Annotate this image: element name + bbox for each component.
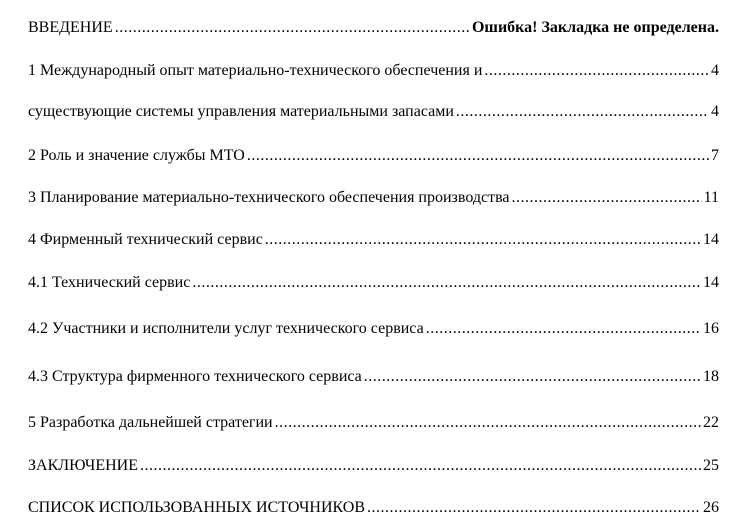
toc-page-number: 22 xyxy=(703,414,719,431)
toc-leader-dots xyxy=(426,318,701,340)
toc-page-number: 16 xyxy=(703,320,719,337)
toc-entry-title: 4.1 Технический сервис xyxy=(28,274,191,291)
toc-leader-dots xyxy=(364,366,701,388)
toc-leader-dots xyxy=(192,272,701,294)
toc-entry-title: СПИСОК ИСПОЛЬЗОВАННЫХ ИСТОЧНИКОВ xyxy=(28,499,366,516)
toc-entry-chapter-1[interactable] xyxy=(28,60,719,82)
toc-entry-title: ЗАКЛЮЧЕНИЕ xyxy=(28,457,138,474)
toc-entry-title: 4.2 Участники и исполнители услуг технического сервиса xyxy=(28,320,424,337)
toc-entry-section-4-1[interactable] xyxy=(28,272,719,294)
toc-entry-introduction[interactable] xyxy=(28,17,719,39)
toc-entry-chapter-5[interactable] xyxy=(28,412,719,434)
toc-entry-chapter-1-cont[interactable] xyxy=(28,101,719,123)
toc-leader-dots xyxy=(275,412,701,434)
toc-entry-chapter-4[interactable] xyxy=(28,229,719,251)
toc-error-message: Ошибка! Закладка не определена. xyxy=(471,19,719,36)
toc-entry-title: 5 Разработка дальнейшей стратегии xyxy=(28,414,273,431)
toc-leader-dots xyxy=(247,145,709,167)
toc-entry-title: 4 Фирменный технический сервис xyxy=(28,231,263,248)
toc-page-number: 25 xyxy=(703,457,719,474)
toc-entry-chapter-3[interactable] xyxy=(28,187,719,209)
toc-page-number: 4 xyxy=(711,103,719,120)
toc-leader-dots xyxy=(265,229,701,251)
toc-entry-section-4-3[interactable] xyxy=(28,366,719,388)
toc-entry-title: ВВЕДЕНИЕ xyxy=(28,19,113,36)
toc-leader-dots xyxy=(367,497,701,519)
toc-page-number: 14 xyxy=(703,231,719,248)
toc-page-number: 26 xyxy=(703,499,719,516)
toc-leader-dots xyxy=(140,455,701,477)
toc-page-number: 11 xyxy=(703,189,719,206)
toc-leader-dots xyxy=(456,101,709,123)
toc-leader-dots xyxy=(512,187,702,209)
toc-entry-title: 3 Планирование материально-технического обеспечения производства xyxy=(28,189,510,206)
toc-leader-dots xyxy=(115,17,470,39)
toc-page-number: 18 xyxy=(703,368,719,385)
toc-page-number: 14 xyxy=(703,274,719,291)
toc-leader-dots xyxy=(484,60,709,82)
toc-entry-title: 1 Международный опыт материально-технического обеспечения и xyxy=(28,62,483,79)
toc-page-number: 4 xyxy=(711,62,719,79)
toc-entry-conclusion[interactable] xyxy=(28,455,719,477)
toc-entry-chapter-2[interactable] xyxy=(28,145,719,167)
toc-page-number: 7 xyxy=(711,147,719,164)
toc-entry-title: существующие системы управления материальными запасами xyxy=(28,103,454,120)
toc-entry-section-4-2[interactable] xyxy=(28,318,719,340)
toc-entry-title: 2 Роль и значение службы МТО xyxy=(28,147,245,164)
toc-entry-references[interactable] xyxy=(28,497,719,519)
toc-entry-title: 4.3 Структура фирменного технического сервиса xyxy=(28,368,362,385)
